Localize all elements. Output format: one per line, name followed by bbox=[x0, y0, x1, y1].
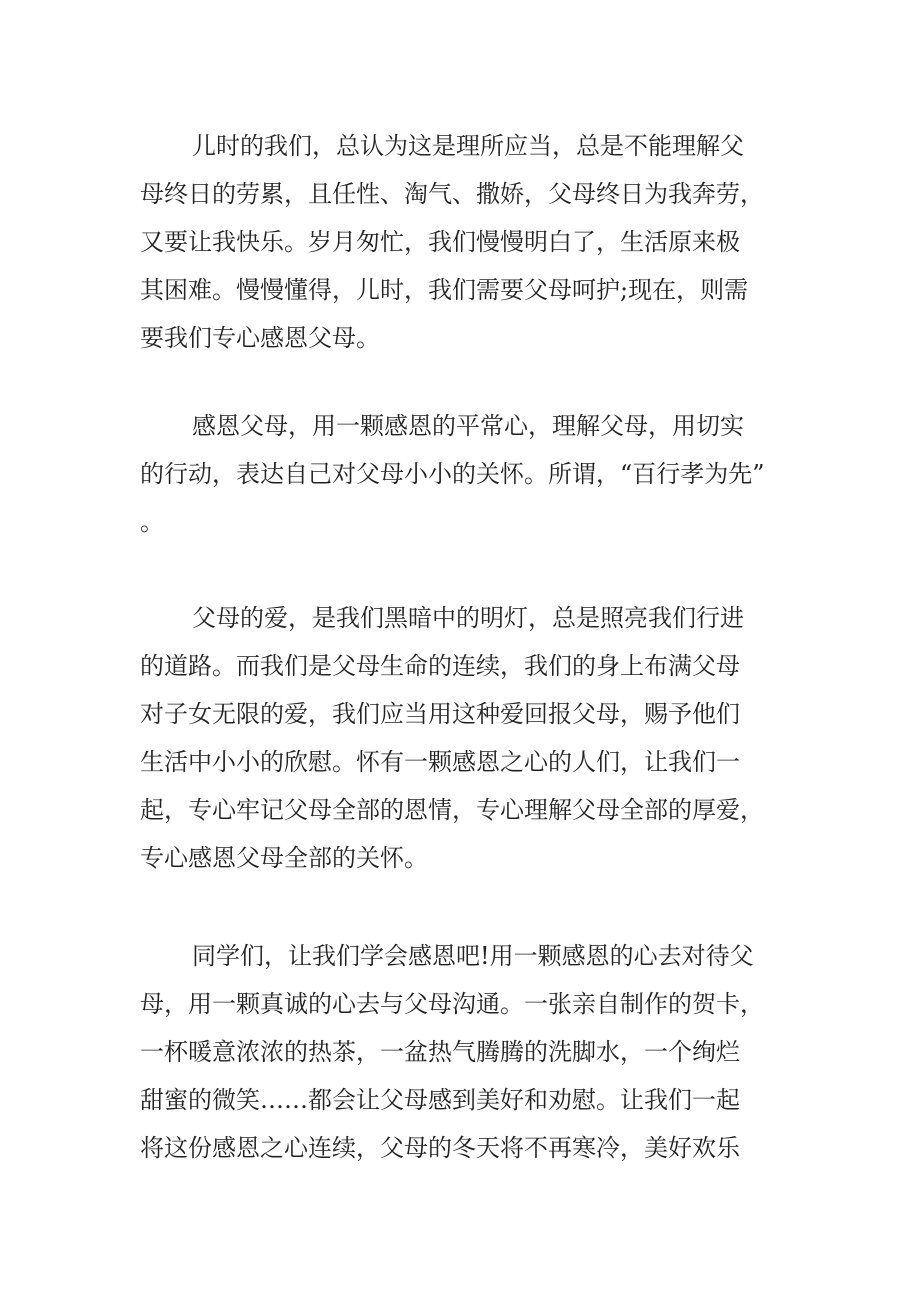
paragraph-line: 生活中小小的欣慰。怀有一颗感恩之心的人们，让我们一 bbox=[140, 748, 740, 776]
paragraph-line: 起，专心牢记父母全部的恩情，专心理解父母全部的厚爱， bbox=[140, 796, 764, 824]
paragraph-line: 将这份感恩之心连续，父母的冬天将不再寒冷，美好欢乐 bbox=[140, 1134, 740, 1162]
paragraph-line: 的行动，表达自己对父母小小的关怀。所谓，“百行孝为先” bbox=[140, 460, 765, 488]
paragraph-2 bbox=[140, 402, 790, 546]
paragraph-line: 甜蜜的微笑……都会让父母感到美好和劝慰。让我们一起 bbox=[140, 1086, 740, 1114]
paragraph-line: 父母的爱，是我们黑暗中的明灯，总是照亮我们行进 bbox=[192, 604, 744, 632]
paragraph-line: 一杯暖意浓浓的热茶，一盆热气腾腾的洗脚水，一个绚烂 bbox=[140, 1038, 740, 1066]
paragraph-4 bbox=[140, 932, 790, 1172]
paragraph-line: 的道路。而我们是父母生命的连续，我们的身上布满父母 bbox=[140, 652, 740, 680]
paragraph-line: 母终日的劳累，且任性、淘气、撒娇，父母终日为我奔劳， bbox=[140, 180, 764, 208]
paragraph-line: 。 bbox=[140, 508, 164, 536]
paragraph-line: 其困难。慢慢懂得，儿时，我们需要父母呵护;现在，则需 bbox=[140, 276, 749, 304]
paragraph-line: 要我们专心感恩父母。 bbox=[140, 324, 380, 352]
paragraph-line: 感恩父母，用一颗感恩的平常心，理解父母，用切实 bbox=[192, 412, 744, 440]
paragraph-line: 对子女无限的爱，我们应当用这种爱回报父母，赐予他们 bbox=[140, 700, 740, 728]
paragraph-line: 母，用一颗真诚的心去与父母沟通。一张亲自制作的贺卡， bbox=[140, 990, 764, 1018]
paragraph-line: 儿时的我们，总认为这是理所应当，总是不能理解父 bbox=[192, 132, 744, 160]
paragraph-1 bbox=[140, 122, 790, 362]
paragraph-line: 又要让我快乐。岁月匆忙，我们慢慢明白了，生活原来极 bbox=[140, 228, 740, 256]
paragraph-3 bbox=[140, 594, 790, 882]
paragraph-line: 同学们，让我们学会感恩吧!用一颗感恩的心去对待父 bbox=[192, 942, 754, 970]
paragraph-line: 专心感恩父母全部的关怀。 bbox=[140, 844, 428, 872]
